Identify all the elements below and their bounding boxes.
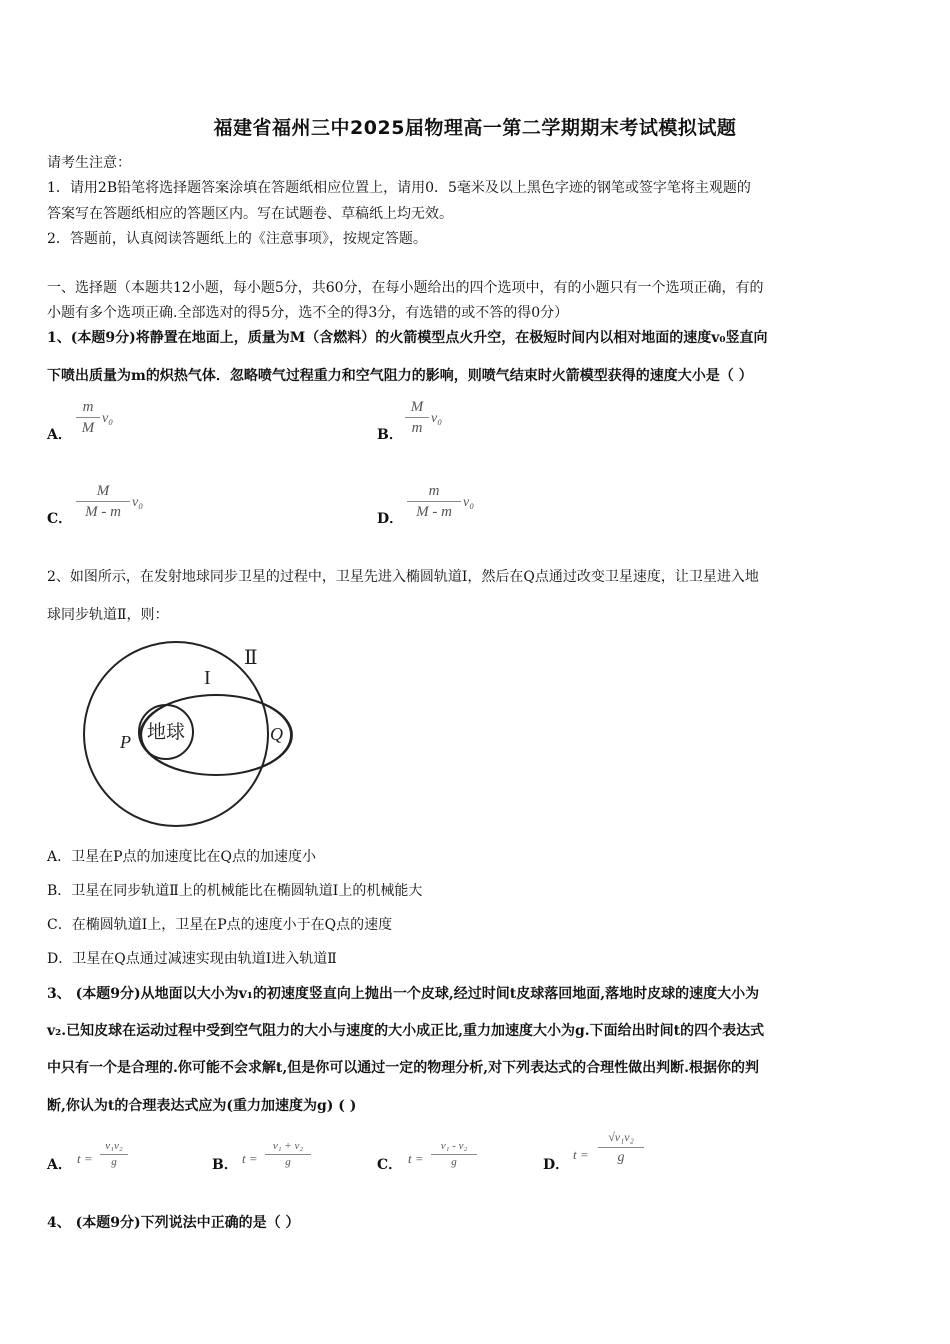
notice-line-1b: 答案写在答题纸相应的答题区内。写在试题卷、草稿纸上均无效。	[47, 206, 453, 222]
q3-stem-line-1: 3、 (本题9分)从地面以大小为v₁的初速度竖直向上抛出一个皮球,经过时间t皮球落回地面,落地时皮球的速度大小为	[47, 986, 760, 1002]
q3-c-numerator: v₁ - v₂	[440, 1140, 468, 1152]
q1-c-numerator: M	[96, 483, 110, 499]
q3-option-c-fraction	[431, 1140, 477, 1169]
q3-stem-line-4: 断,你认为t的合理表达式应为(重力加速度为g) ( )	[47, 1098, 357, 1114]
q1-option-c-label: C．	[47, 511, 73, 527]
q1-c-velocity: v₀	[132, 495, 144, 510]
q1-a-denominator: M	[81, 420, 95, 436]
q2-stem-line-1: 2、如图所示，在发射地球同步卫星的过程中，卫星先进入椭圆轨道Ⅰ，然后在Q点通过改变卫星速度，让卫星进入地	[47, 569, 759, 585]
q1-option-b-label: B．	[377, 427, 403, 443]
q1-a-numerator: m	[82, 399, 94, 415]
orbit-diagram	[78, 636, 308, 836]
q3-stem-line-2: v₂.已知皮球在运动过程中受到空气阻力的大小与速度的大小成正比,重力加速度大小为g.下面给出时间t的四个表达式	[47, 1023, 765, 1039]
q1-b-velocity: v₀	[431, 411, 443, 426]
q1-option-c-fraction	[76, 482, 130, 521]
q3-a-denominator: g	[111, 1156, 117, 1168]
q1-d-denominator: M - m	[416, 504, 452, 520]
q1-option-b-fraction	[405, 398, 429, 437]
q3-c-lhs: t =	[408, 1151, 424, 1166]
q3-b-numerator: v₁ + v₂	[272, 1140, 304, 1152]
point-q-label: Q	[270, 724, 283, 744]
q3-option-d-label: D．	[543, 1157, 570, 1173]
q3-b-denominator: g	[285, 1156, 291, 1168]
section-heading-line-1: 一、选择题（本题共12小题，每小题5分，共60分，在每小题给出的四个选项中，有的小题只有一个选项正确，有的	[47, 280, 764, 296]
q2-option-d[interactable]: D．卫星在Q点通过减速实现由轨道Ⅰ进入轨道Ⅱ	[47, 951, 337, 967]
q1-b-numerator: M	[410, 399, 424, 415]
q1-d-velocity: v₀	[463, 495, 475, 510]
q3-option-a-label: A．	[47, 1157, 72, 1173]
q2-stem-line-2: 球同步轨道Ⅱ，则：	[47, 607, 169, 623]
q1-option-d-fraction	[407, 482, 461, 521]
q3-option-b-fraction	[265, 1140, 311, 1169]
q3-d-denominator: g	[617, 1150, 625, 1165]
earth-label: 地球	[146, 722, 186, 743]
section-heading-line-2: 小题有多个选项正确.全部选对的得5分，选不全的得3分，有选错的或不答的得0分）	[47, 305, 569, 321]
q1-c-denominator: M - m	[85, 504, 121, 520]
q1-stem-line-1: 1、(本题9分)将静置在地面上，质量为M（含燃料）的火箭模型点火升空，在极短时间内以相对地面的速度v₀竖直向	[47, 330, 768, 346]
notice-header: 请考生注意：	[47, 155, 131, 171]
q1-b-denominator: m	[411, 420, 423, 436]
q1-d-numerator: m	[428, 483, 440, 499]
point-p-label: P	[120, 732, 131, 752]
orbit-i-label: I	[204, 667, 211, 689]
q2-option-a[interactable]: A．卫星在P点的加速度比在Q点的加速度小	[47, 849, 317, 865]
q3-stem-line-3: 中只有一个是合理的.你可能不会求解t,但是你可以通过一定的物理分析,对下列表达式的合理性做出判断.根据你的判	[47, 1060, 759, 1076]
q3-a-numerator: v₁v₂	[105, 1140, 123, 1152]
q1-a-velocity: v₀	[102, 411, 114, 426]
q1-option-a-fraction	[76, 398, 100, 437]
notice-line-1a: 1．请用2B铅笔将选择题答案涂填在答题纸相应位置上，请用0．5毫米及以上黑色字迹的钢笔或签字笔将主观题的	[47, 180, 751, 196]
q1-option-d-label: D．	[377, 511, 404, 527]
q3-option-a-fraction	[100, 1140, 128, 1169]
q3-d-lhs: t =	[573, 1147, 589, 1162]
q3-d-numerator: √v₁v₂	[608, 1130, 634, 1144]
q2-option-c[interactable]: C．在椭圆轨道Ⅰ上，卫星在P点的速度小于在Q点的速度	[47, 917, 393, 933]
q3-b-lhs: t =	[242, 1151, 258, 1166]
q4-stem-line-1: 4、 (本题9分)下列说法中正确的是（ ）	[47, 1215, 300, 1231]
q1-option-a-label: A．	[47, 427, 72, 443]
q3-option-d-fraction	[598, 1128, 644, 1167]
q3-c-denominator: g	[451, 1156, 457, 1168]
q2-option-b[interactable]: B．卫星在同步轨道Ⅱ上的机械能比在椭圆轨道Ⅰ上的机械能大	[47, 883, 423, 899]
q3-option-b-label: B．	[212, 1157, 238, 1173]
orbit-ii-label: Ⅱ	[244, 647, 258, 669]
q3-option-c-label: C．	[377, 1157, 403, 1173]
notice-line-2: 2．答题前，认真阅读答题纸上的《注意事项》，按规定答题。	[47, 231, 427, 247]
q1-stem-line-2: 下喷出质量为m的炽热气体．忽略喷气过程重力和空气阻力的影响，则喷气结束时火箭模型获得的速度大小是（ ）	[47, 368, 753, 384]
page-title: 福建省福州三中2025届物理高一第二学期期末考试模拟试题	[213, 117, 737, 139]
q3-a-lhs: t =	[77, 1151, 93, 1166]
